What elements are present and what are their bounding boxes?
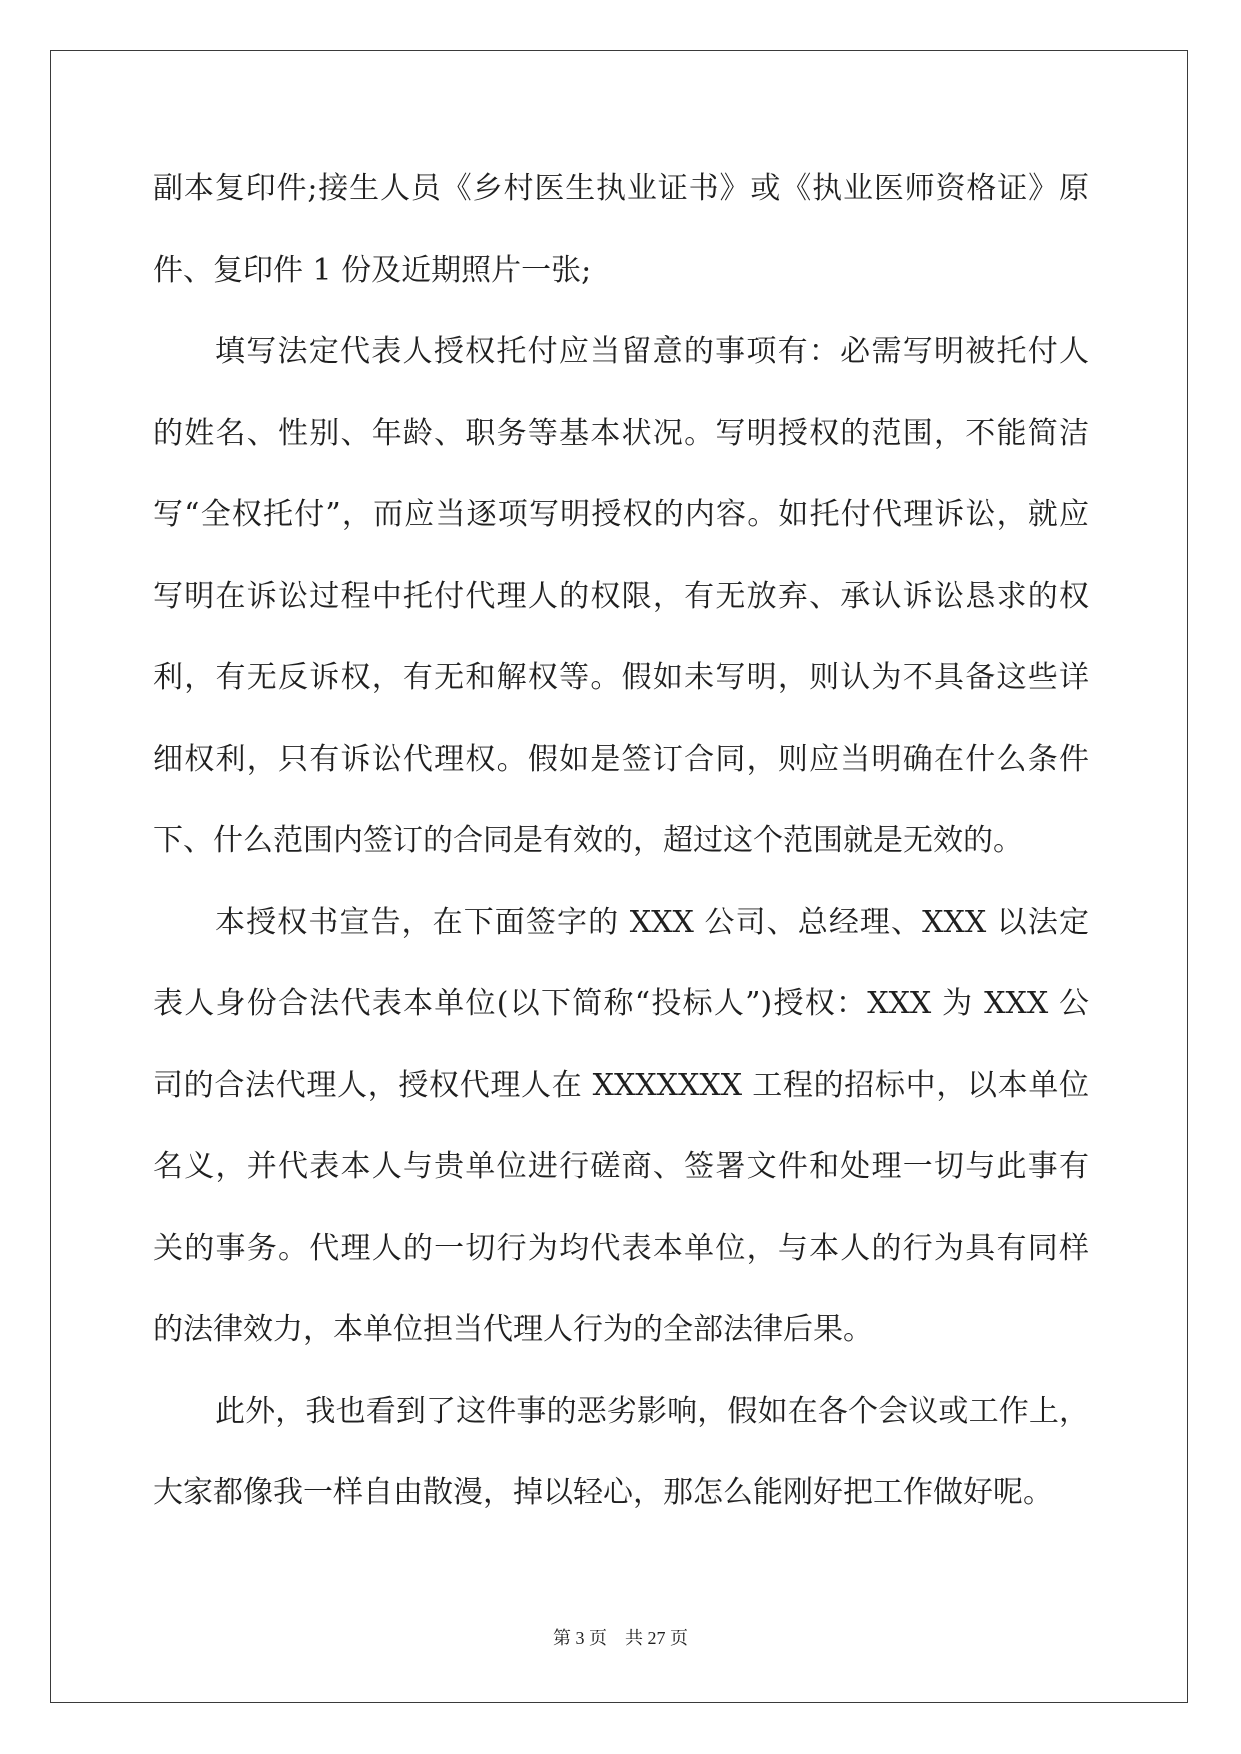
text-line: 大家都像我一样自由散漫，掉以轻心，那怎么能刚好把工作做好呢。 xyxy=(153,1475,1053,1510)
text-line: 利，有无反诉权，有无和解权等。假如未写明，则认为不具备这些详 xyxy=(153,660,1089,695)
document-body xyxy=(153,148,1089,1534)
paragraph xyxy=(153,882,1089,1371)
text-line: 此外，我也看到了这件事的恶劣影响，假如在各个会议或工作上， xyxy=(215,1393,1089,1429)
page-number: 第 3 页 xyxy=(553,1628,607,1648)
text-line: 本授权书宣告，在下面签字的 XXX 公司、总经理、XXX 以法定 xyxy=(215,904,1089,940)
paragraph xyxy=(153,311,1089,882)
text-line: 副本复印件;接生人员《乡村医生执业证书》或《执业医师资格证》原 xyxy=(153,171,1089,206)
text-line: 件、复印件 1 份及近期照片一张; xyxy=(153,252,592,288)
text-line: 关的事务。代理人的一切行为均代表本单位，与本人的行为具有同样 xyxy=(153,1230,1089,1266)
text-line: 写明在诉讼过程中托付代理人的权限，有无放弃、承认诉讼恳求的权 xyxy=(153,578,1089,614)
text-line: 下、什么范围内签订的合同是有效的，超过这个范围就是无效的。 xyxy=(153,823,1023,858)
page-total: 共 27 页 xyxy=(625,1628,688,1648)
text-line: 填写法定代表人授权托付应当留意的事项有：必需写明被托付人 xyxy=(215,334,1089,369)
text-line: 名义，并代表本人与贵单位进行磋商、签署文件和处理一切与此事有 xyxy=(153,1149,1089,1184)
text-line: 司的合法代理人，授权代理人在 XXXXXXX 工程的招标中，以本单位 xyxy=(153,1067,1089,1103)
text-line: 表人身份合法代表本单位(以下简称“投标人”)授权：XXX 为 XXX 公 xyxy=(153,986,1089,1021)
paragraph xyxy=(153,148,1089,311)
paragraph xyxy=(153,1371,1089,1534)
text-line: 的法律效力，本单位担当代理人行为的全部法律后果。 xyxy=(153,1312,873,1347)
text-line: 细权利，只有诉讼代理权。假如是签订合同，则应当明确在什么条件 xyxy=(153,741,1089,777)
text-line: 的姓名、性别、年龄、职务等基本状况。写明授权的范围，不能简洁 xyxy=(153,415,1089,451)
text-line: 写“全权托付”，而应当逐项写明授权的内容。如托付代理诉讼，就应 xyxy=(153,497,1089,532)
page-footer xyxy=(0,1625,1241,1651)
